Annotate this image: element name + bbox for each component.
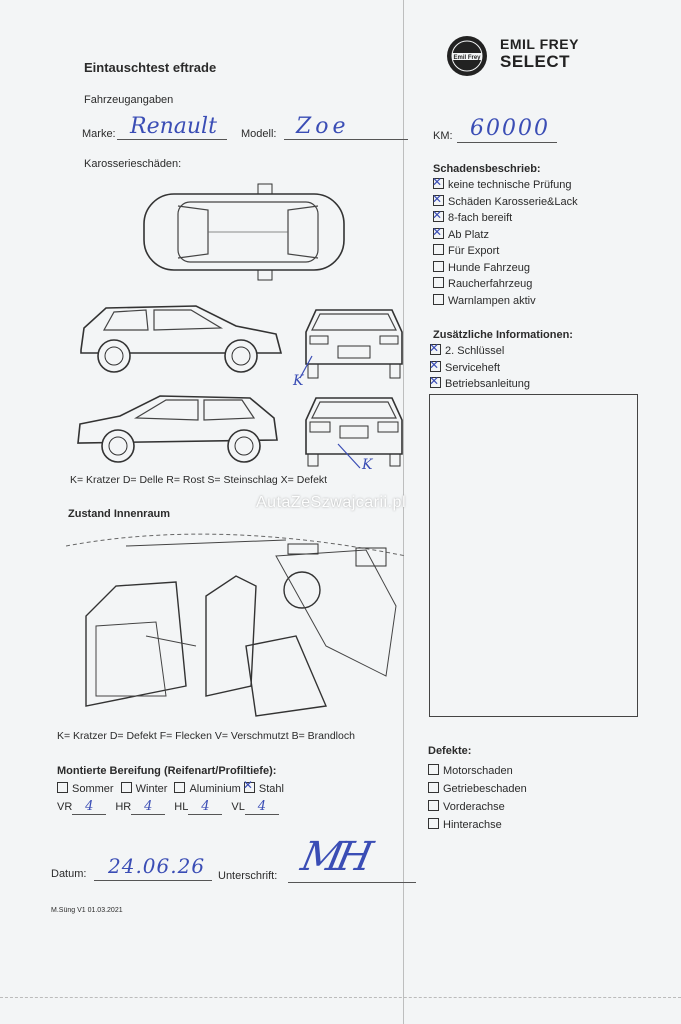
checkbox[interactable] (428, 764, 439, 775)
damage-item[interactable]: ✕8-fach bereift (433, 210, 578, 227)
datum-value[interactable]: 24.06.26 (108, 854, 206, 878)
brand-logo (444, 34, 580, 78)
defect-item[interactable]: Getriebeschaden (428, 780, 527, 798)
tire-type-options (57, 782, 284, 795)
marke-line (117, 139, 227, 140)
tire-depths-row (57, 799, 279, 815)
additional-item[interactable]: ✕Betriebsanleitung (430, 376, 530, 393)
additional-info-title: Zusätzliche Informationen: (433, 329, 573, 341)
checkbox[interactable] (433, 228, 444, 239)
form-title: Eintauschtest eftrade (84, 60, 217, 75)
km-value[interactable]: 60000 (470, 116, 550, 141)
damage-item[interactable]: Für Export (433, 243, 578, 260)
section-vehicle: Fahrzeugangaben (84, 94, 174, 106)
notes-box[interactable] (429, 394, 638, 717)
additional-item[interactable]: ✕Serviceheft (430, 360, 530, 377)
car-diagram-right-side (72, 388, 284, 468)
tire-depth-hr: HR 4 (115, 801, 165, 813)
car-interior-diagram (66, 526, 406, 722)
modell-label: Modell: (241, 128, 277, 140)
checkbox[interactable] (428, 782, 439, 793)
checkbox-aluminium[interactable] (174, 782, 185, 793)
checkbox[interactable] (433, 178, 444, 189)
checkbox[interactable] (430, 377, 441, 388)
marke-value[interactable]: Renault (130, 114, 217, 139)
defect-item[interactable]: Hinterachse (428, 816, 527, 834)
interior-legend: K= Kratzer D= Defekt F= Flecken V= Verschmutzt B= Brandloch (57, 730, 355, 742)
checkbox[interactable] (430, 344, 441, 355)
additional-info-list (430, 343, 530, 393)
damage-item[interactable]: Warnlampen aktiv (433, 293, 578, 310)
modell-value[interactable]: Zoe (296, 114, 350, 139)
damage-item[interactable]: ✕Ab Platz (433, 227, 578, 244)
watermark: AutaZeSzwajcarii.pl (256, 494, 406, 511)
checkbox[interactable] (433, 244, 444, 255)
fold-line (403, 0, 404, 1024)
checkbox[interactable] (430, 361, 441, 372)
brand-name-line2: SELECT (500, 52, 571, 71)
checkbox[interactable] (428, 800, 439, 811)
defect-item[interactable]: Motorschaden (428, 762, 527, 780)
defects-title: Defekte: (428, 745, 472, 757)
km-line (457, 142, 557, 143)
logo-small-text: Emil Frey (453, 55, 481, 61)
damage-mark-k-rear: K (362, 457, 373, 473)
checkbox-winter[interactable] (121, 782, 132, 793)
unterschrift-label: Unterschrift: (218, 870, 278, 882)
tire-depth-hl: HL 4 (174, 801, 222, 813)
datum-label: Datum: (51, 868, 87, 880)
emil-frey-logo-icon (444, 34, 490, 78)
tire-option-sommer[interactable]: Sommer (57, 783, 114, 795)
km-label: KM: (433, 130, 453, 142)
brand-name-line1: EMIL FREY (500, 36, 579, 52)
tire-option-winter[interactable]: Winter (121, 783, 168, 795)
damage-description-list (433, 177, 578, 309)
damage-mark-k-front: K (293, 373, 304, 389)
damage-item[interactable]: ✕Schäden Karosserie&Lack (433, 194, 578, 211)
checkbox-stahl[interactable] (244, 782, 255, 793)
checkbox[interactable] (433, 294, 444, 305)
car-diagram-left-side (76, 298, 286, 378)
checkbox[interactable] (428, 818, 439, 829)
tire-option-aluminium[interactable]: Aluminium (174, 783, 240, 795)
bottom-perforation (0, 997, 681, 999)
modell-line (284, 139, 408, 140)
defects-list (428, 762, 527, 834)
damage-legend: K= Kratzer D= Delle R= Rost S= Steinschlag X= Defekt (70, 474, 328, 486)
form-footer: M.Süng V1 01.03.2021 (51, 907, 123, 914)
damage-description-title: Schadensbeschrieb: (433, 163, 541, 175)
damage-mark-lines (290, 350, 373, 480)
tire-option-stahl[interactable]: ✕ Stahl (244, 783, 284, 795)
damage-item[interactable]: ✕keine technische Prüfung (433, 177, 578, 194)
checkbox-sommer[interactable] (57, 782, 68, 793)
checkbox[interactable] (433, 277, 444, 288)
damage-item[interactable]: Hunde Fahrzeug (433, 260, 578, 277)
additional-item[interactable]: ✕2. Schlüssel (430, 343, 530, 360)
damage-item[interactable]: Raucherfahrzeug (433, 276, 578, 293)
tire-depth-vl: VL 4 (231, 801, 278, 813)
karosserie-label: Karosserieschäden: (84, 158, 182, 170)
datum-line (94, 880, 212, 881)
interior-label: Zustand Innenraum (68, 508, 171, 520)
signature[interactable]: MH (297, 834, 371, 880)
unterschrift-line (288, 882, 416, 883)
tires-label: Montierte Bereifung (Reifenart/Profiltiefe): (57, 765, 277, 777)
checkbox[interactable] (433, 195, 444, 206)
defect-item[interactable]: Vorderachse (428, 798, 527, 816)
car-diagram-top-view (138, 180, 353, 284)
checkbox[interactable] (433, 211, 444, 222)
tire-depth-vr: VR 4 (57, 801, 106, 813)
checkbox[interactable] (433, 261, 444, 272)
marke-label: Marke: (82, 128, 116, 140)
